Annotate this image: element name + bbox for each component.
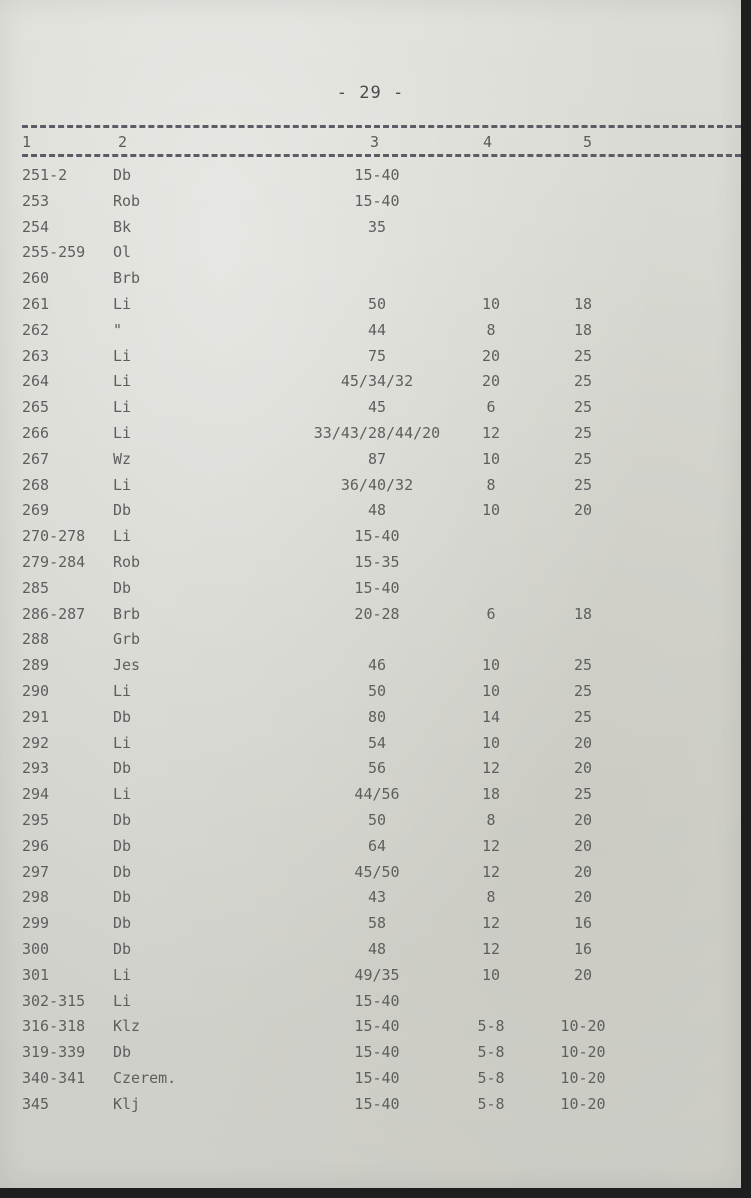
table-cell-col3: 45	[367, 398, 387, 417]
table-cell-col4: 8	[486, 888, 496, 907]
table-cell-col1: 295	[22, 811, 50, 829]
table-cell-col3: 15-40	[354, 1069, 400, 1087]
table-row	[0, 734, 741, 760]
table-row	[0, 192, 741, 218]
table-cell-col1: 300	[22, 940, 50, 958]
table-cell-col1: 279-284	[22, 553, 86, 571]
table-cell-col3: 44/56	[354, 785, 400, 804]
table-cell-col5: 20	[573, 759, 593, 778]
table-cell-col1: 253	[22, 191, 50, 210]
table-cell-col2: Bk	[113, 217, 132, 236]
table-row	[0, 656, 741, 682]
table-cell-col4: 5-8	[477, 1094, 505, 1113]
table-cell-col2: Rob	[113, 553, 141, 571]
table-cell-col2: Db	[113, 707, 132, 726]
table-row	[0, 992, 741, 1018]
table-cell-col2: Klj	[113, 1094, 141, 1113]
table-cell-col4: 5-8	[477, 1069, 505, 1087]
table-cell-col4: 8	[486, 475, 496, 494]
header-divider-bottom	[22, 154, 741, 157]
table-cell-col2: Li	[113, 785, 132, 804]
table-cell-col5: 16	[573, 914, 593, 933]
table-row	[0, 553, 741, 579]
table-cell-col3: 50	[367, 682, 387, 700]
table-cell-col5: 25	[573, 398, 593, 417]
table-cell-col1: 301	[22, 965, 50, 984]
table-cell-col2: Db	[113, 888, 132, 907]
table-cell-col1: 293	[22, 759, 50, 778]
table-cell-col2: Db	[113, 578, 132, 597]
table-row	[0, 347, 741, 373]
table-cell-col3: 15-40	[354, 578, 400, 597]
table-cell-col2: Jes	[113, 656, 141, 675]
table-cell-col2: Li	[113, 527, 132, 546]
table-cell-col1: 255-259	[22, 243, 86, 262]
table-cell-col5: 20	[573, 501, 593, 520]
table-cell-col4: 12	[481, 940, 501, 958]
table-row	[0, 837, 741, 863]
table-cell-col4: 12	[481, 424, 501, 442]
table-row	[0, 398, 741, 424]
table-row	[0, 708, 741, 734]
table-cell-col2: Rob	[113, 191, 141, 210]
table-cell-col2: Li	[113, 424, 132, 442]
table-cell-col2: Wz	[113, 449, 132, 468]
table-row	[0, 1095, 741, 1121]
table-cell-col4: 6	[486, 604, 496, 623]
table-cell-col1: 270-278	[22, 527, 86, 546]
table-row	[0, 630, 741, 656]
table-row	[0, 372, 741, 398]
table-cell-col2: Li	[113, 733, 132, 752]
table-cell-col3: 15-40	[354, 166, 400, 184]
table-cell-col1: 345	[22, 1094, 50, 1113]
table-row	[0, 501, 741, 527]
table-cell-col2: Li	[113, 682, 132, 700]
table-cell-col2: Db	[113, 940, 132, 958]
table-cell-col3: 80	[367, 707, 387, 726]
table-cell-col4: 18	[481, 785, 501, 804]
table-row	[0, 321, 741, 347]
table-cell-col4: 12	[481, 759, 501, 778]
table-cell-col1: 286-287	[22, 604, 86, 623]
column-header-2: 2	[118, 133, 128, 151]
table-cell-col1: 285	[22, 578, 50, 597]
column-header-5: 5	[583, 133, 593, 151]
table-cell-col4: 12	[481, 914, 501, 933]
table-cell-col1: 251-2	[22, 166, 68, 184]
table-cell-col5: 25	[573, 785, 593, 804]
table-cell-col1: 302-315	[22, 991, 86, 1010]
table-cell-col1: 296	[22, 836, 50, 855]
table-cell-col2: Db	[113, 811, 132, 829]
table-cell-col2: Li	[113, 398, 132, 417]
table-cell-col5: 10-20	[560, 1069, 606, 1087]
table-cell-col1: 299	[22, 914, 50, 933]
table-cell-col1: 288	[22, 630, 50, 649]
table-cell-col3: 43	[367, 888, 387, 907]
table-cell-col1: 263	[22, 346, 50, 365]
table-cell-col3: 54	[367, 733, 387, 752]
table-cell-col1: 262	[22, 320, 50, 339]
table-row	[0, 1043, 741, 1069]
table-cell-col5: 10-20	[560, 1094, 606, 1113]
table-cell-col5: 25	[573, 372, 593, 391]
table-cell-col3: 15-40	[354, 1094, 400, 1113]
table-cell-col1: 297	[22, 862, 50, 881]
table-cell-col3: 58	[367, 914, 387, 933]
table-cell-col1: 264	[22, 372, 50, 391]
table-cell-col5: 25	[573, 346, 593, 365]
table-cell-col2: Brb	[113, 604, 141, 623]
table-row	[0, 450, 741, 476]
table-cell-col4: 10	[481, 682, 501, 700]
table-cell-col5: 18	[573, 604, 593, 623]
table-cell-col2: Grb	[113, 630, 141, 649]
table-cell-col3: 48	[367, 940, 387, 958]
table-cell-col2: Brb	[113, 269, 141, 288]
table-cell-col4: 10	[481, 965, 501, 984]
table-row	[0, 269, 741, 295]
column-header-4: 4	[483, 133, 493, 151]
table-cell-col4: 10	[481, 656, 501, 675]
table-cell-col2: Li	[113, 475, 132, 494]
table-cell-col3: 15-40	[354, 1043, 400, 1062]
table-cell-col5: 10-20	[560, 1043, 606, 1062]
table-cell-col5: 16	[573, 940, 593, 958]
table-cell-col3: 15-40	[354, 991, 400, 1010]
table-cell-col3: 87	[367, 449, 387, 468]
table-cell-col5: 25	[573, 707, 593, 726]
table-row	[0, 476, 741, 502]
table-cell-col1: 290	[22, 682, 50, 700]
table-row	[0, 759, 741, 785]
table-cell-col2: Db	[113, 862, 132, 881]
table-cell-col1: 265	[22, 398, 50, 417]
table-cell-col3: 75	[367, 346, 387, 365]
column-header-3: 3	[370, 133, 380, 151]
table-cell-col5: 20	[573, 733, 593, 752]
table-cell-col2: Db	[113, 914, 132, 933]
table-cell-col4: 6	[486, 398, 496, 417]
table-cell-col4: 20	[481, 346, 501, 365]
table-cell-col2: Li	[113, 965, 132, 984]
table-cell-col4: 12	[481, 836, 501, 855]
table-cell-col1: 261	[22, 295, 50, 313]
table-cell-col5: 25	[573, 656, 593, 675]
table-cell-col3: 15-40	[354, 1017, 400, 1036]
table-cell-col3: 64	[367, 836, 387, 855]
table-cell-col1: 291	[22, 707, 50, 726]
table-cell-col5: 25	[573, 682, 593, 700]
table-cell-col4: 10	[481, 449, 501, 468]
table-cell-col3: 50	[367, 295, 387, 313]
table-cell-col4: 12	[481, 862, 501, 881]
table-cell-col4: 10	[481, 295, 501, 313]
table-cell-col2: Li	[113, 991, 132, 1010]
table-cell-col3: 50	[367, 811, 387, 829]
table-row	[0, 218, 741, 244]
table-cell-col4: 8	[486, 811, 496, 829]
table-cell-col3: 20-28	[354, 604, 400, 623]
table-cell-col5: 20	[573, 965, 593, 984]
table-cell-col3: 35	[367, 217, 387, 236]
table-row	[0, 811, 741, 837]
table-row	[0, 424, 741, 450]
table-cell-col1: 319-339	[22, 1043, 86, 1062]
table-cell-col1: 294	[22, 785, 50, 804]
table-cell-col1: 266	[22, 424, 50, 442]
table-row	[0, 579, 741, 605]
table-row	[0, 1017, 741, 1043]
table-cell-col2: Db	[113, 501, 132, 520]
table-cell-col4: 5-8	[477, 1043, 505, 1062]
table-cell-col2: Li	[113, 346, 132, 365]
table-cell-col1: 316-318	[22, 1017, 86, 1036]
page-number: - 29 -	[336, 83, 405, 103]
table-row	[0, 527, 741, 553]
table-row	[0, 295, 741, 321]
table-cell-col1: 269	[22, 501, 50, 520]
table-cell-col3: 56	[367, 759, 387, 778]
table-cell-col5: 10-20	[560, 1017, 606, 1036]
table-cell-col5: 20	[573, 836, 593, 855]
table-cell-col5: 20	[573, 811, 593, 829]
table-cell-col2: Db	[113, 836, 132, 855]
column-header-1: 1	[22, 133, 32, 151]
table-cell-col2: Li	[113, 372, 132, 391]
table-cell-col3: 45/50	[354, 862, 400, 881]
table-cell-col2: Li	[113, 295, 132, 313]
table-row	[0, 1069, 741, 1095]
table-cell-col1: 268	[22, 475, 50, 494]
table-row	[0, 166, 741, 192]
table-cell-col3: 49/35	[354, 965, 400, 984]
table-cell-col5: 25	[573, 475, 593, 494]
table-cell-col4: 20	[481, 372, 501, 391]
table-cell-col4: 8	[486, 320, 496, 339]
table-cell-col2: Ol	[113, 243, 132, 262]
table-cell-col2: Db	[113, 759, 132, 778]
table-cell-col4: 10	[481, 733, 501, 752]
table-cell-col5: 18	[573, 295, 593, 313]
table-cell-col3: 44	[367, 320, 387, 339]
table-cell-col3: 33/43/28/44/20	[313, 424, 441, 442]
table-cell-col5: 25	[573, 449, 593, 468]
table-cell-col3: 15-35	[354, 553, 400, 571]
table-cell-col4: 14	[481, 707, 501, 726]
table-cell-col2: Db	[113, 166, 132, 184]
table-cell-col5: 25	[573, 424, 593, 442]
table-cell-col3: 48	[367, 501, 387, 520]
table-row	[0, 243, 741, 269]
table-cell-col4: 10	[481, 501, 501, 520]
table-cell-col2: Klz	[113, 1017, 141, 1036]
table-cell-col4: 5-8	[477, 1017, 505, 1036]
table-cell-col3: 15-40	[354, 191, 400, 210]
table-cell-col1: 298	[22, 888, 50, 907]
table-cell-col3: 45/34/32	[340, 372, 414, 391]
table-row	[0, 966, 741, 992]
table-cell-col5: 18	[573, 320, 593, 339]
table-cell-col2: Czerem.	[113, 1069, 177, 1087]
table-row	[0, 940, 741, 966]
table-cell-col2: Db	[113, 1043, 132, 1062]
table-row	[0, 914, 741, 940]
table-cell-col5: 20	[573, 862, 593, 881]
table-cell-col3: 36/40/32	[340, 475, 414, 494]
table-row	[0, 682, 741, 708]
table-row	[0, 888, 741, 914]
header-divider-top	[22, 125, 741, 128]
table-row	[0, 785, 741, 811]
table-cell-col1: 260	[22, 269, 50, 288]
table-cell-col1: 289	[22, 656, 50, 675]
table-cell-col1: 292	[22, 733, 50, 752]
table-cell-col1: 267	[22, 449, 50, 468]
table-row	[0, 863, 741, 889]
table-cell-col5: 20	[573, 888, 593, 907]
table-cell-col3: 46	[367, 656, 387, 675]
table-cell-col1: 340-341	[22, 1069, 86, 1087]
table-cell-col2: "	[113, 320, 123, 339]
table-cell-col3: 15-40	[354, 527, 400, 546]
table-cell-col1: 254	[22, 217, 50, 236]
table-row	[0, 605, 741, 631]
